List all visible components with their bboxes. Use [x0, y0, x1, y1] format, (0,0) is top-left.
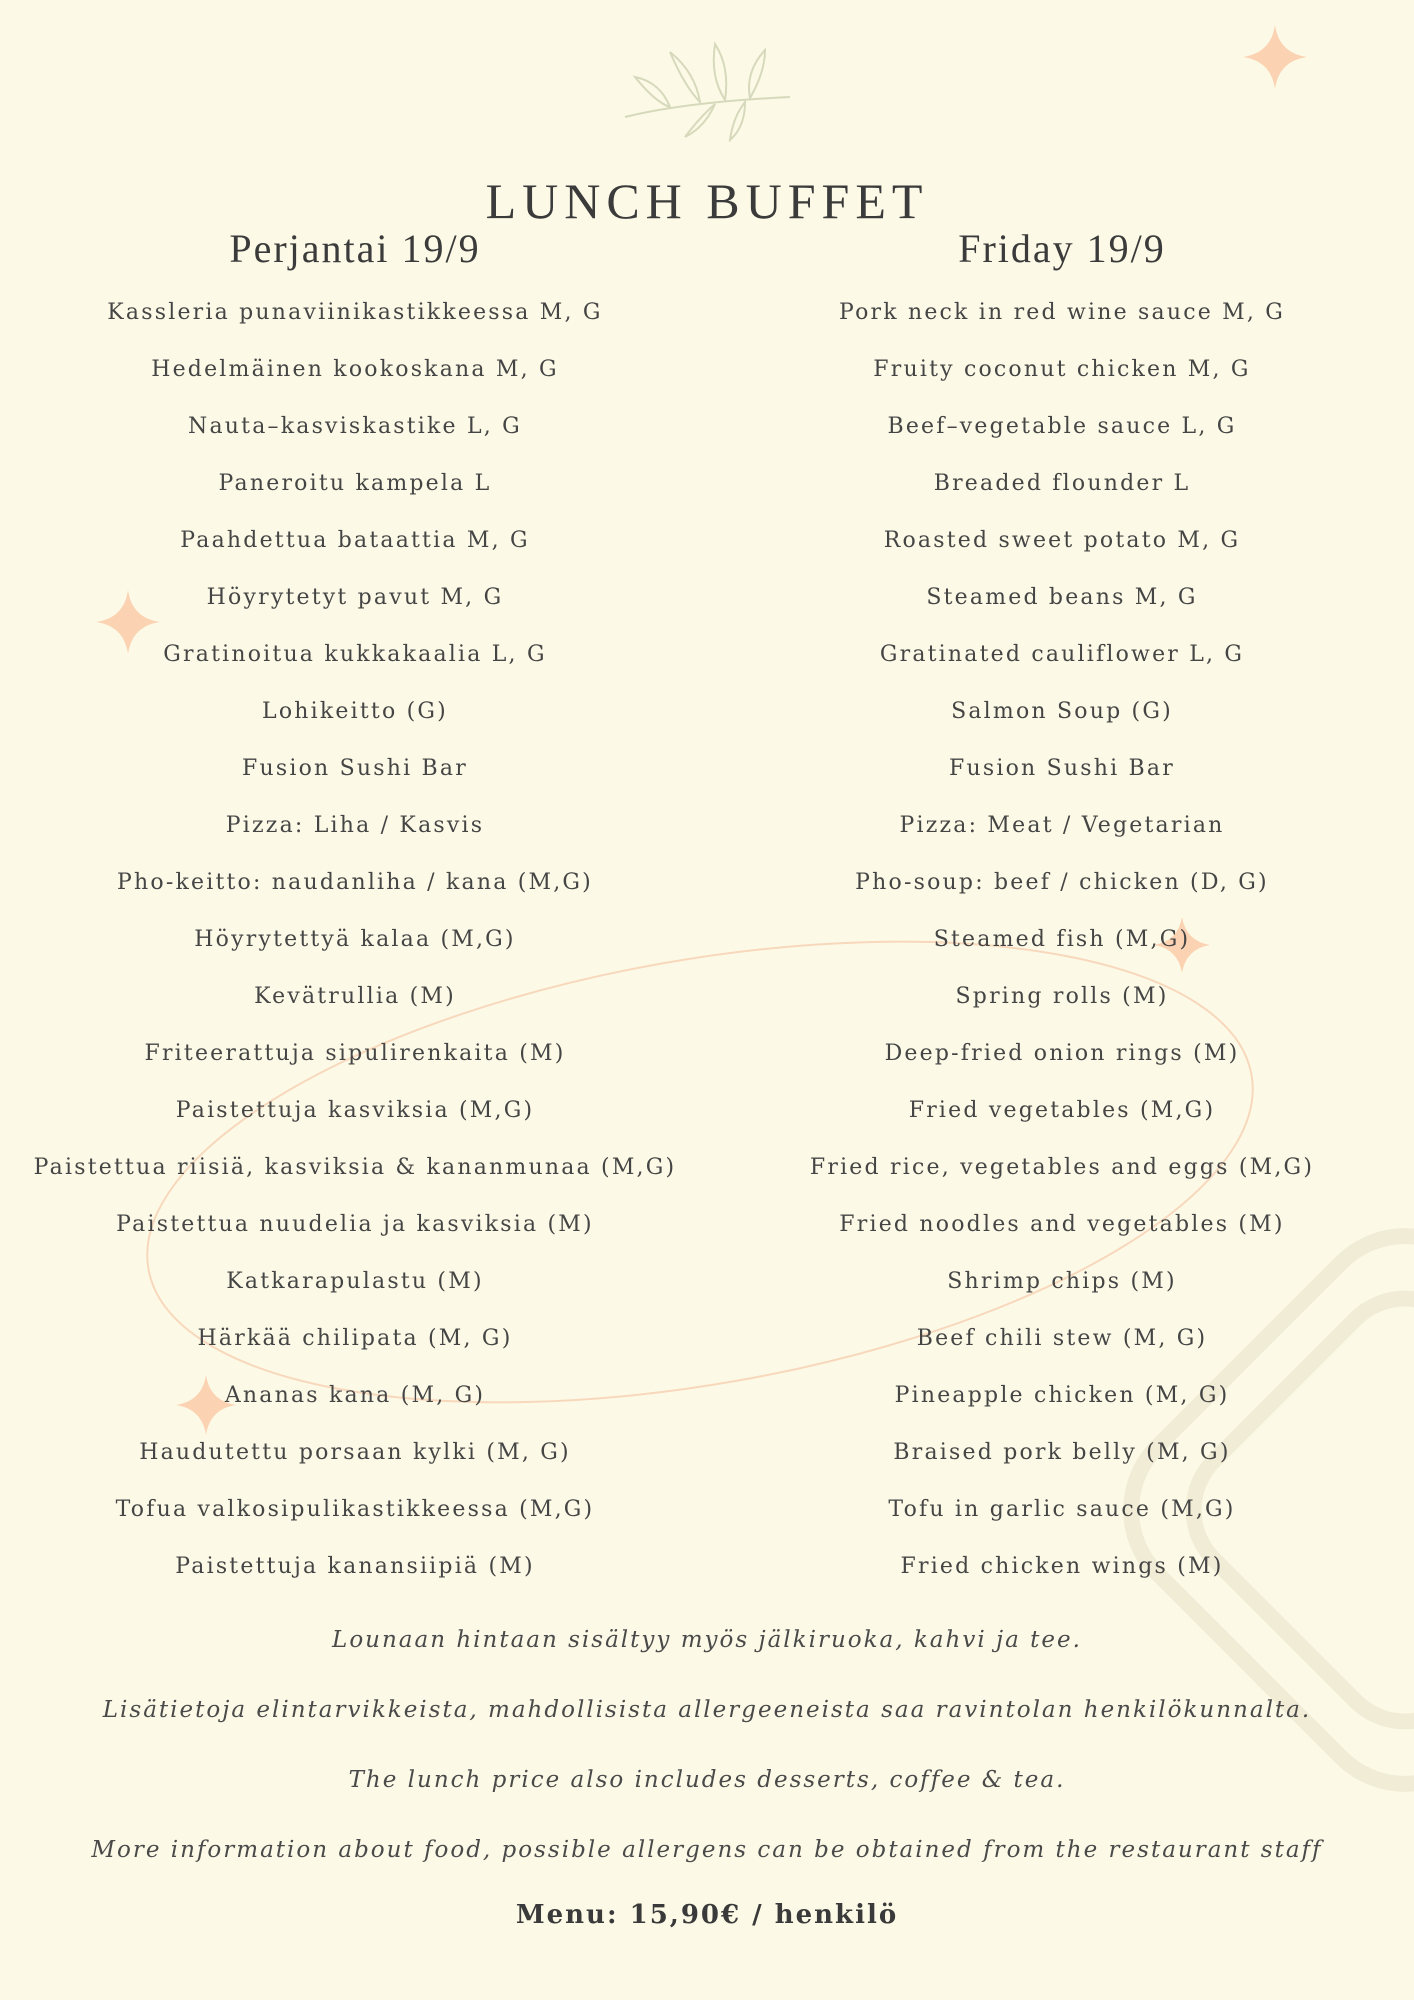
menu-item: Friteerattuja sipulirenkaita (M) — [144, 1041, 566, 1066]
menu-item: Steamed fish (M,G) — [933, 927, 1191, 952]
menu-item: Lohikeitto (G) — [262, 699, 448, 724]
menu-item: Pizza: Liha / Kasvis — [225, 813, 485, 838]
menu-item: Höyrytetyt pavut M, G — [206, 585, 504, 610]
menu-item: Paistettua riisiä, kasviksia & kananmunaa (M,G) — [33, 1155, 677, 1180]
info-notes — [0, 1615, 1414, 1895]
info-note: The lunch price also includes desserts, coffee & tea. — [348, 1767, 1066, 1793]
finnish-day-heading: Perjantai 19/9 — [229, 226, 481, 271]
menu-item: Fried chicken wings (M) — [900, 1554, 1224, 1579]
menu-item: Paistettuja kanansiipiä (M) — [175, 1554, 535, 1579]
menu-item: Hedelmäinen kookoskana M, G — [151, 357, 559, 382]
menu-item: Haudutettu porsaan kylki (M, G) — [139, 1440, 571, 1465]
menu-price: Menu: 15,90€ / henkilö — [515, 1900, 899, 1930]
menu-item: Shrimp chips (M) — [947, 1269, 1177, 1294]
finnish-menu-list — [15, 284, 695, 1595]
english-menu-list — [722, 284, 1402, 1595]
menu-item: Pork neck in red wine sauce M, G — [838, 300, 1286, 325]
menu-item: Steamed beans M, G — [926, 585, 1198, 610]
menu-item: Pho-soup: beef / chicken (D, G) — [855, 870, 1269, 895]
english-menu-column — [722, 222, 1402, 1595]
menu-item: Beef chili stew (M, G) — [916, 1326, 1208, 1351]
page-title: LUNCH BUFFET — [485, 172, 929, 229]
menu-item: Paistettua nuudelia ja kasviksia (M) — [116, 1212, 594, 1237]
menu-item: Kassleria punaviinikastikkeessa M, G — [107, 300, 603, 325]
leaf-sprig-icon — [615, 32, 795, 142]
info-note: Lisätietoja elintarvikkeista, mahdollisista allergeeneista saa ravintolan henkilökunnalta. — [102, 1697, 1312, 1723]
menu-item: Gratinoitua kukkakaalia L, G — [163, 642, 547, 667]
menu-item: Ananas kana (M, G) — [224, 1383, 486, 1408]
menu-item: Fried vegetables (M,G) — [908, 1098, 1216, 1123]
menu-item: Fried rice, vegetables and eggs (M,G) — [809, 1155, 1315, 1180]
menu-item: Deep-fried onion rings (M) — [884, 1041, 1240, 1066]
finnish-menu-column — [15, 222, 695, 1595]
menu-item: Braised pork belly (M, G) — [893, 1440, 1231, 1465]
menu-item: Tofu in garlic sauce (M,G) — [888, 1497, 1236, 1522]
menu-item: Spring rolls (M) — [955, 984, 1169, 1009]
menu-item: Salmon Soup (G) — [951, 699, 1173, 724]
menu-item: Roasted sweet potato M, G — [883, 528, 1241, 553]
menu-item: Nauta–kasviskastike L, G — [188, 414, 522, 439]
menu-item: Kevätrullia (M) — [254, 984, 456, 1009]
english-day-heading: Friday 19/9 — [958, 226, 1166, 271]
menu-item: Pho-keitto: naudanliha / kana (M,G) — [117, 870, 593, 895]
sparkle-star-icon — [1243, 25, 1307, 89]
menu-item: Gratinated cauliflower L, G — [879, 642, 1245, 667]
info-note: More information about food, possible allergens can be obtained from the restaurant staff — [91, 1837, 1323, 1863]
menu-item: Fried noodles and vegetables (M) — [839, 1212, 1285, 1237]
menu-item: Pizza: Meat / Vegetarian — [899, 813, 1225, 838]
info-note: Lounaan hintaan sisältyy myös jälkiruoka, kahvi ja tee. — [332, 1627, 1082, 1653]
menu-item: Härkää chilipata (M, G) — [197, 1326, 513, 1351]
menu-item: Beef–vegetable sauce L, G — [887, 414, 1237, 439]
menu-item: Fusion Sushi Bar — [949, 756, 1175, 781]
menu-item: Paneroitu kampela L — [218, 471, 492, 496]
menu-item: Katkarapulastu (M) — [226, 1269, 484, 1294]
menu-item: Tofua valkosipulikastikkeessa (M,G) — [115, 1497, 595, 1522]
menu-item: Paahdettua bataattia M, G — [180, 528, 530, 553]
menu-item: Breaded flounder L — [933, 471, 1191, 496]
menu-item: Fusion Sushi Bar — [242, 756, 468, 781]
menu-item: Höyrytettyä kalaa (M,G) — [194, 927, 516, 952]
menu-item: Pineapple chicken (M, G) — [894, 1383, 1230, 1408]
menu-item: Paistettuja kasviksia (M,G) — [175, 1098, 535, 1123]
menu-item: Fruity coconut chicken M, G — [873, 357, 1251, 382]
